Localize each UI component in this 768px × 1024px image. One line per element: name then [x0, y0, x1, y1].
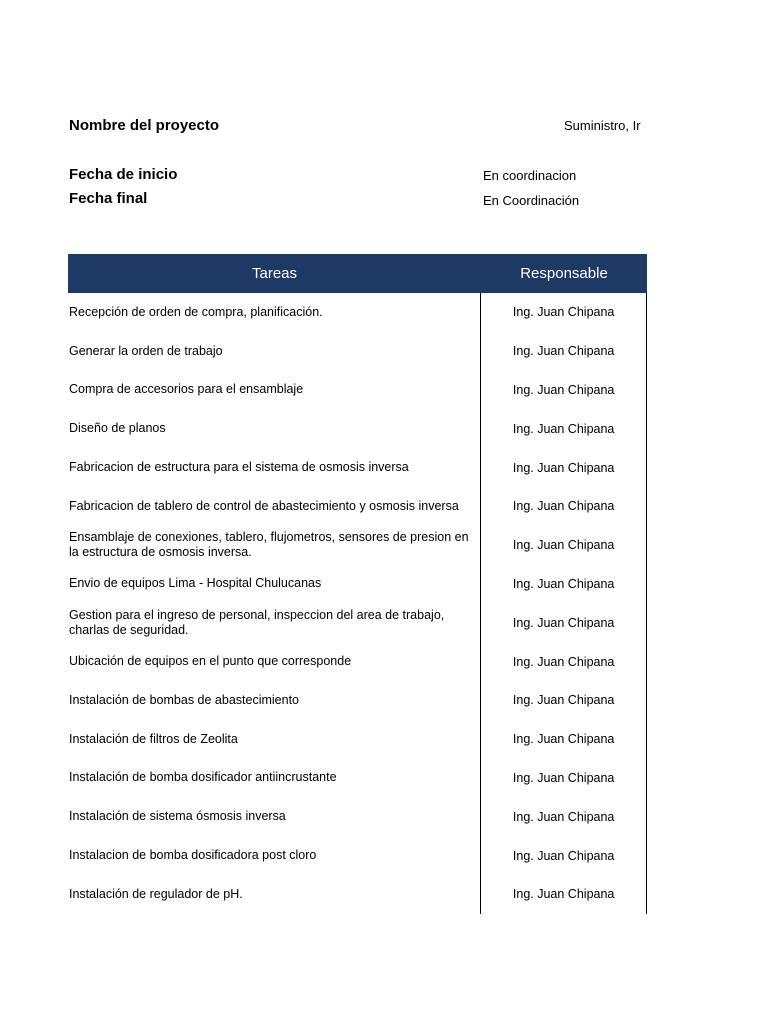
table-row — [68, 720, 647, 759]
task-cell: Fabricacion de estructura para el sistema de osmosis inversa — [68, 448, 481, 487]
task-cell: Instalación de regulador de pH. — [68, 875, 481, 914]
task-cell: Compra de accesorios para el ensamblaje — [68, 371, 481, 410]
responsible-cell: Ing. Juan Chipana — [481, 875, 647, 914]
end-date-value: En Coordinación — [483, 193, 580, 208]
responsible-cell: Ing. Juan Chipana — [481, 797, 647, 836]
task-cell: Instalación de sistema ósmosis inversa — [68, 797, 481, 836]
responsible-cell: Ing. Juan Chipana — [481, 759, 647, 798]
responsible-cell: Ing. Juan Chipana — [481, 836, 647, 875]
responsible-cell: Ing. Juan Chipana — [481, 603, 647, 642]
table-row — [68, 448, 647, 487]
task-cell: Diseño de planos — [68, 409, 481, 448]
table-row — [68, 526, 647, 565]
table-row — [68, 836, 647, 875]
table-body — [68, 293, 647, 914]
responsible-cell: Ing. Juan Chipana — [481, 448, 647, 487]
table-row — [68, 797, 647, 836]
task-cell: Instalación de bomba dosificador antiincrustante — [68, 759, 481, 798]
responsible-cell: Ing. Juan Chipana — [481, 565, 647, 604]
table-row — [68, 565, 647, 604]
responsible-cell: Ing. Juan Chipana — [481, 720, 647, 759]
responsible-cell: Ing. Juan Chipana — [481, 371, 647, 410]
start-date-label: Fecha de inicio — [69, 166, 178, 183]
responsible-cell: Ing. Juan Chipana — [481, 526, 647, 565]
table-row — [68, 293, 647, 332]
table-header — [68, 254, 647, 293]
table-row — [68, 332, 647, 371]
task-cell: Fabricacion de tablero de control de abastecimiento y osmosis inversa — [68, 487, 481, 526]
end-date-label: Fecha final — [69, 190, 148, 207]
task-cell: Instalacion de bomba dosificadora post cloro — [68, 836, 481, 875]
table-row — [68, 603, 647, 642]
responsible-cell: Ing. Juan Chipana — [481, 642, 647, 681]
responsible-cell: Ing. Juan Chipana — [481, 293, 647, 332]
header-responsible: Responsable — [520, 265, 608, 282]
responsible-cell: Ing. Juan Chipana — [481, 332, 647, 371]
table-row — [68, 487, 647, 526]
table-row — [68, 681, 647, 720]
responsible-cell: Ing. Juan Chipana — [481, 681, 647, 720]
task-cell: Generar la orden de trabajo — [68, 332, 481, 371]
task-cell: Gestion para el ingreso de personal, inspeccion del area de trabajo, charlas de seguridad. — [68, 603, 481, 642]
table-row — [68, 642, 647, 681]
project-name-value: Suministro, Ir — [564, 118, 641, 133]
project-name-label: Nombre del proyecto — [69, 117, 220, 134]
table-row — [68, 875, 647, 914]
task-cell: Instalación de bombas de abastecimiento — [68, 681, 481, 720]
start-date-value: En coordinacion — [483, 168, 577, 183]
task-cell: Ensamblaje de conexiones, tablero, flujometros, sensores de presion en la estructura de osmosis inversa. — [68, 526, 481, 565]
task-cell: Recepción de orden de compra, planificación. — [68, 293, 481, 332]
table-row — [68, 759, 647, 798]
task-cell: Instalación de filtros de Zeolita — [68, 720, 481, 759]
task-cell: Ubicación de equipos en el punto que corresponde — [68, 642, 481, 681]
table-row — [68, 409, 647, 448]
header-tasks: Tareas — [251, 265, 298, 282]
task-cell: Envio de equipos Lima - Hospital Chulucanas — [68, 565, 481, 604]
table-row — [68, 371, 647, 410]
responsible-cell: Ing. Juan Chipana — [481, 409, 647, 448]
tasks-table — [68, 254, 647, 914]
responsible-cell: Ing. Juan Chipana — [481, 487, 647, 526]
